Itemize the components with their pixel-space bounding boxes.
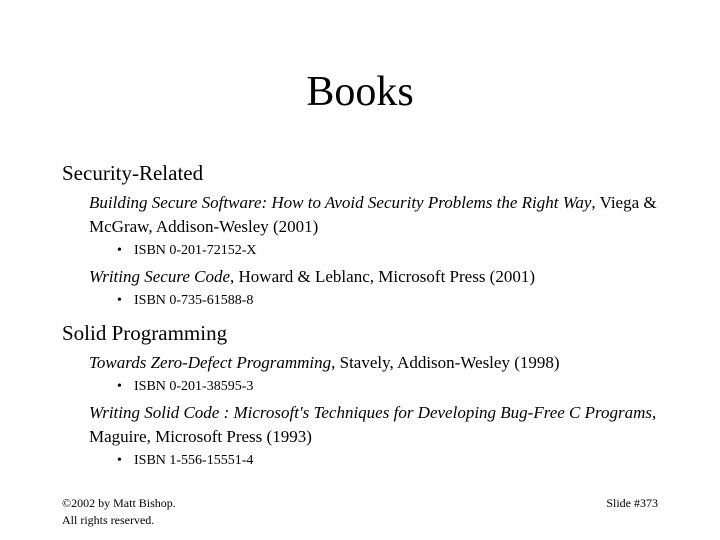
section-heading: Security-Related: [62, 161, 204, 185]
bullet-icon: •: [117, 453, 122, 468]
book-details: , Viega & McGraw, Addison-Wesley (2001): [89, 193, 657, 236]
isbn-list-item: [117, 241, 682, 261]
slide-number: Slide #373: [606, 496, 658, 510]
copyright-line: ©2002 by Matt Bishop.: [62, 496, 176, 510]
book-details: , Maguire, Microsoft Press (1993): [89, 403, 657, 446]
slide-content: [62, 159, 682, 475]
section-security-related: [62, 159, 682, 311]
footer-copyright: [62, 495, 176, 529]
bullet-icon: •: [117, 243, 122, 258]
section-solid-programming: [62, 319, 682, 471]
slide-title: Books: [306, 69, 414, 115]
isbn-text: ISBN 0-201-72152-X: [134, 243, 257, 258]
isbn-text: ISBN 1-556-15551-4: [134, 453, 254, 468]
book-title: Writing Solid Code : Microsoft's Techniques for Developing Bug-Free C Programs: [89, 403, 653, 422]
isbn-list-item: [117, 377, 682, 397]
rights-line: All rights reserved.: [62, 513, 155, 527]
book-details: , Stavely, Addison-Wesley (1998): [331, 353, 560, 372]
book-details: , Howard & Leblanc, Microsoft Press (2001): [230, 267, 536, 286]
bullet-icon: •: [117, 379, 122, 394]
book-title: Towards Zero-Defect Programming: [89, 353, 332, 372]
book-entry: [89, 191, 682, 239]
isbn-text: ISBN 0-201-38595-3: [134, 379, 254, 394]
section-heading: Solid Programming: [62, 321, 228, 345]
isbn-text: ISBN 0-735-61588-8: [134, 293, 254, 308]
book-title: Writing Secure Code: [89, 267, 231, 286]
book-entry: [89, 351, 682, 375]
isbn-list-item: [117, 291, 682, 311]
bullet-icon: •: [117, 293, 122, 308]
isbn-list-item: [117, 451, 682, 471]
book-title: Building Secure Software: How to Avoid Security Problems the Right Way: [89, 193, 592, 212]
book-entry: [89, 265, 682, 289]
book-entry: [89, 401, 682, 449]
